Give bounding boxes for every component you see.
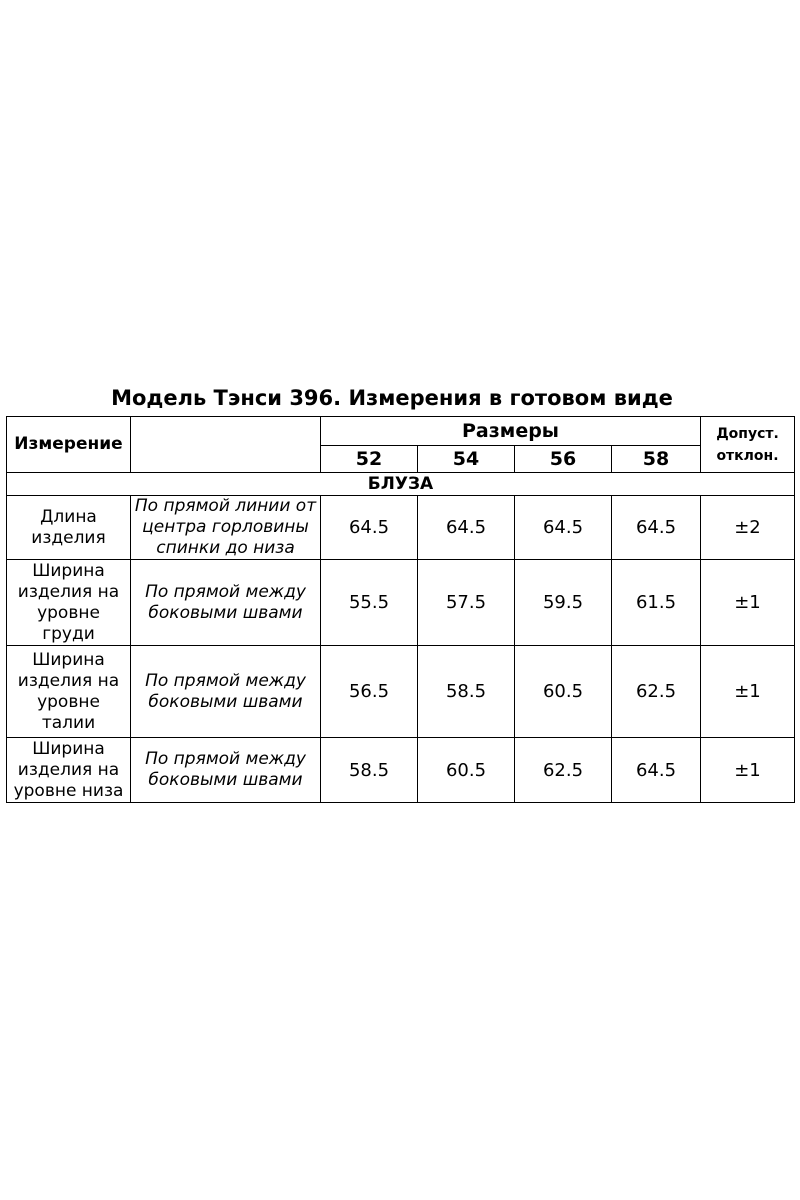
tolerance-header-line2: отклон. — [716, 447, 779, 464]
size-value: 57.5 — [418, 560, 515, 646]
size-value: 58.5 — [321, 738, 418, 803]
measurement-method: По прямой линии от центра горловины спинки до низа — [131, 496, 321, 560]
size-header: 52 — [321, 446, 418, 473]
measurement-name: Ширина изделия на уровне талии — [7, 646, 131, 738]
size-value: 64.5 — [515, 496, 612, 560]
table-row — [7, 496, 795, 560]
size-value: 61.5 — [612, 560, 701, 646]
size-value: 60.5 — [515, 646, 612, 738]
measurement-name: Ширина изделия на уровне низа — [7, 738, 131, 803]
section-row — [7, 473, 795, 496]
size-value: 56.5 — [321, 646, 418, 738]
measurement-header: Измерение — [7, 417, 131, 473]
size-value: 59.5 — [515, 560, 612, 646]
size-value: 60.5 — [418, 738, 515, 803]
size-value: 64.5 — [612, 738, 701, 803]
measurement-name: Длина изделия — [7, 496, 131, 560]
size-value: 64.5 — [418, 496, 515, 560]
size-value: 58.5 — [418, 646, 515, 738]
size-header: 58 — [612, 446, 701, 473]
size-value: 64.5 — [321, 496, 418, 560]
header-row — [7, 417, 795, 446]
size-value: 64.5 — [612, 496, 701, 560]
measurement-method: По прямой между боковыми швами — [131, 560, 321, 646]
measurement-name: Ширина изделия на уровне груди — [7, 560, 131, 646]
tolerance-value: ±1 — [701, 738, 795, 803]
measurement-method: По прямой между боковыми швами — [131, 738, 321, 803]
size-value: 62.5 — [612, 646, 701, 738]
size-value: 55.5 — [321, 560, 418, 646]
table-row — [7, 646, 795, 738]
method-header — [131, 417, 321, 473]
section-title: БЛУЗА — [7, 473, 795, 496]
tolerance-value: ±2 — [701, 496, 795, 560]
tolerance-header-line1: Допуст. — [716, 425, 779, 442]
page-title: Модель Тэнси 396. Измерения в готовом виде — [111, 386, 673, 410]
sizes-header: Размеры — [321, 417, 701, 446]
table-row — [7, 738, 795, 803]
measurement-table — [6, 416, 795, 803]
tolerance-value: ±1 — [701, 560, 795, 646]
size-value: 62.5 — [515, 738, 612, 803]
tolerance-value: ±1 — [701, 646, 795, 738]
size-header: 56 — [515, 446, 612, 473]
table-row — [7, 560, 795, 646]
size-header: 54 — [418, 446, 515, 473]
tolerance-header — [701, 417, 795, 473]
measurement-method: По прямой между боковыми швами — [131, 646, 321, 738]
